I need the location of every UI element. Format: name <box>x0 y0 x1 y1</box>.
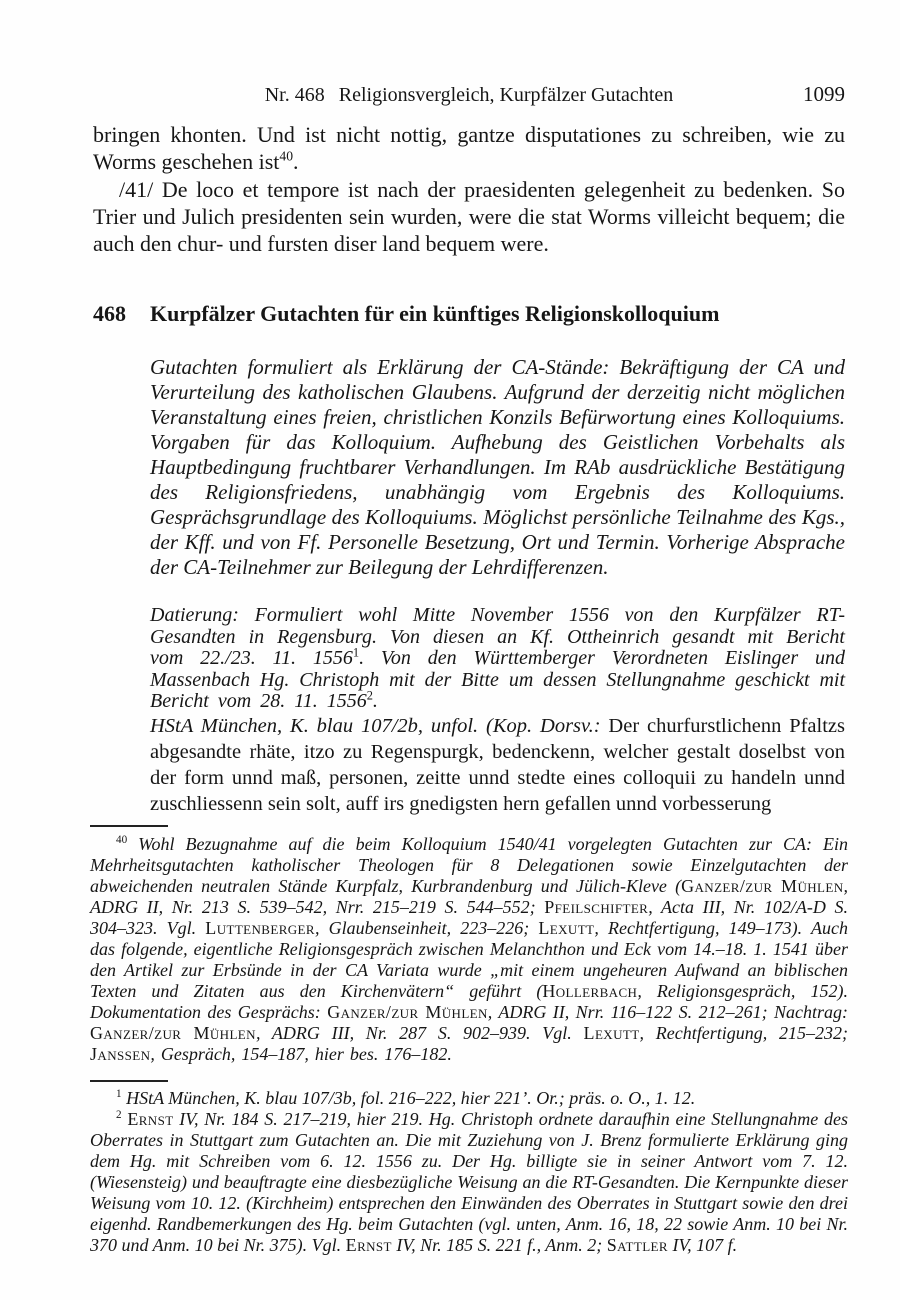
dating-note: Datierung: Formuliert wohl Mitte November 1556 von den Kurpfälzer RT-Gesandten in Regensburg. Von diesen an Kf. Ottheinrich gesandt mit Bericht vom 22./23. 11. 1556$^1$. Von den Württemberger Verordneten Eislinger und Massenbach Hg. Christoph mit der Bitte um dessen Stellungnahme geschickt mit Bericht vom 28. 11. 1556$^2$. <box>150 604 845 712</box>
footnote-1-text: $^1$ HStA München, K. blau 107/3b, fol. 216–222, hier 221’. Or.; präs. o. O., 1. 12. <box>116 1088 696 1108</box>
footnote-divider-1 <box>90 825 168 827</box>
running-head-number: Nr. 468 <box>264 84 325 106</box>
summary-block: Gutachten formuliert als Erklärung der CA-Stände: Bekräftigung der CA und Verurteilung des katholischen Glaubens. Aufgrund der derzeitig nicht möglichen Veranstaltung eines freien, christlichen Konzils Befürwortung eines Kolloquiums. Vorgaben für das Kolloquium. Aufhebung des Geistlichen Vorbehalts als Hauptbedingung fruchtbarer Verhandlungen. Im RAb ausdrückliche Bestätigung des Religionsfriedens, unabhängig vom Ergebnis des Kolloquiums. Gesprächsgrundlage des Kolloquiums. Möglichst persönliche Teilnahme des Kgs., der Kff. und von Ff. Personelle Besetzung, Ort und Termin. Vorherige Absprache der CA-Teilnehmer zur Beilegung der Lehrdifferenzen. <box>150 355 845 579</box>
page-number: 1099 <box>803 82 845 106</box>
intro-paragraph-1: bringen khonten. Und ist nicht nottig, gantze disputationes zu schreiben, wie zu Worms geschehen ist$^{40}$. <box>93 122 845 174</box>
footnote-40-text: $^{40}$ Wohl Bezugnahme auf die beim Kolloquium 1540/41 vorgelegten Gutachten zur CA: Ein Mehrheitsgutachten katholischer Theologen für 8 Delegationen sowie Einzelgutachten der abweichenden neutralen Stände Kurpfalz, Kurbrandenburg und Jülich-Kleve (Ganzer/zur Mühlen, ADRG II, Nr. 213 S. 539–542, Nrr. 215–219 S. 544–552; Pfeilschifter, Acta III, Nr. 102/A-D S. 304–323. Vgl. Luttenberger, Glaubenseinheit, 223–226; Lexutt, Rechtfertigung, 149–173). Auch das folgende, eigentliche Religionsgespräch zwischen Melanchthon und Eck vom 14.–18. 1. 1541 über den Artikel zur Erbsünde in der CA Variata wurde „mit einem ungeheuren Aufwand an biblischen Texten und Zitaten aus den Kirchenvätern“ geführt (Hollerbach, Religionsgespräch, 152). Dokumentation des Gesprächs: Ganzer/zur Mühlen, ADRG II, Nrr. 116–122 S. 212–261; Nachtrag: Ganzer/zur Mühlen, ADRG III, Nr. 287 S. 902–939. Vgl. Lexutt, Rechtfertigung, 215–232; Janssen, Gespräch, 154–187, hier bes. 176–182. <box>90 834 848 1064</box>
running-head-text: Religionsvergleich, Kurpfälzer Gutachten <box>338 84 674 106</box>
footnote-group <box>90 1088 848 1256</box>
footnote-2-text: $^2$ Ernst IV, Nr. 184 S. 217–219, hier 219. Hg. Christoph ordnete daraufhin eine Stellungnahme des Oberrates in Stuttgart zum Gutachten an. Die mit Zuziehung von J. Brenz formulierte Erklärung ging dem Hg. mit Schreiben vom 6. 12. 1556 zu. Der Hg. billigte sie in seiner Antwort vom 7. 12. (Wiesensteig) und beauftragte eine diesbezügliche Weisung an die RT-Gesandten. Die Kernpunkte dieser Weisung vom 10. 12. (Kirchheim) entsprechen den Einwänden des Oberrates in Stuttgart sowie den drei eigenhd. Randbemerkungen des Hg. beim Gutachten (vgl. unten, Anm. 16, 18, 22 sowie Anm. 10 bei Nr. 370 und Anm. 10 bei Nr. 375). Vgl. Ernst IV, Nr. 185 S. 221 f., Anm. 2; Sattler IV, 107 f. <box>90 1109 848 1255</box>
intro-paragraph-2: /41/ De loco et tempore ist nach der praesidenten gelegenheit zu bedenken. So Trier und Julich presidenten sein wurden, were die stat Worms villeicht bequem; die auch den chur- und fursten diser land bequem were. <box>93 177 845 256</box>
running-head <box>93 83 845 107</box>
source-block: HStA München, K. blau 107/2b, unfol. (Kop. Dorsv.: Der churfurstlichenn Pfaltzs abgesandte rhäte, itzo zu Regenspurgk, bedenckenn, welcher gestalt doselbst von der form unnd maß, personen, zeitte unnd stedte eines colloquii zu handeln unnd zuschliessenn sein solt, auff irs gnedigsten hern gefallen unnd vorbesserung <box>150 715 846 815</box>
footnote-40 <box>90 834 848 1065</box>
section-number: 468 <box>93 301 126 326</box>
footnote-divider-2 <box>90 1080 168 1082</box>
section-title: Kurpfälzer Gutachten für ein künftiges Religionskolloquium <box>150 301 720 326</box>
running-head-title <box>93 83 845 107</box>
section-heading <box>93 301 845 327</box>
